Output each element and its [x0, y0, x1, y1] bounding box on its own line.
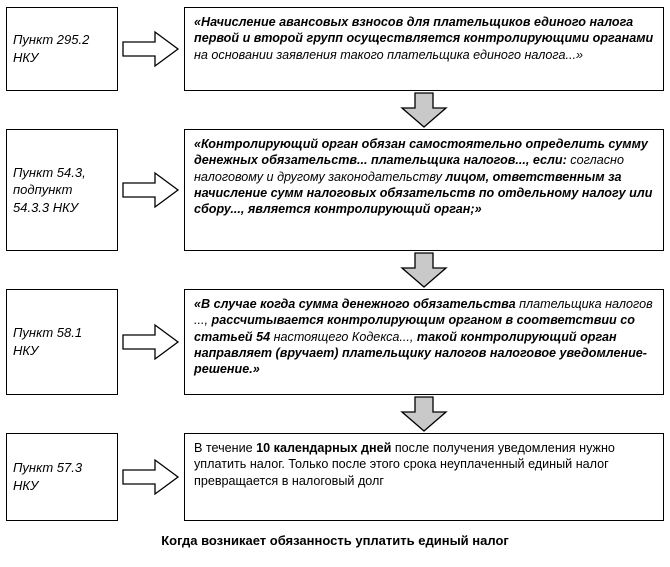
ref-label-box — [6, 433, 118, 521]
right-arrow-icon — [118, 7, 184, 91]
down-arrow-icon — [184, 91, 664, 129]
quote-box: «Контролирующий орган обязан самостоятельно определить сумму денежных обязательств... плательщика налогов..., если: согласно налоговому и другому законодательству лицом, ответственным за начисление сумм налоговых обязательств по отдельному налогу или сбору..., является контролирующий орган;» — [184, 129, 664, 251]
flow-connector — [6, 395, 664, 433]
ref-label: Пункт 295.2 НКУ — [13, 32, 90, 65]
down-arrow-icon — [184, 395, 664, 433]
ref-label-box — [6, 129, 118, 251]
right-arrow-icon — [118, 129, 184, 251]
ref-label: Пункт 57.3 НКУ — [13, 460, 83, 493]
quote-box: В течение 10 календарных дней после получения уведомления нужно уплатить налог. Только после этого срока неуплаченный единый налог превращается в налоговый долг — [184, 433, 664, 521]
flow-connector — [6, 91, 664, 129]
ref-label-box — [6, 289, 118, 395]
flow-connector — [6, 251, 664, 289]
flow-row — [6, 433, 664, 521]
flow-row — [6, 7, 664, 91]
ref-label: Пункт 54.3, подпункт 54.3.3 НКУ — [13, 164, 86, 215]
right-arrow-icon — [118, 289, 184, 395]
quote-box: «Начисление авансовых взносов для плательщиков единого налога первой и второй групп осуществляется контролирующими органами на основании заявления такого плательщика единого налога...» — [184, 7, 664, 91]
right-arrow-icon — [118, 433, 184, 521]
diagram-caption: Когда возникает обязанность уплатить единый налог — [161, 533, 509, 548]
quote-box: «В случае когда сумма денежного обязательства плательщика налогов ..., рассчитывается контролирующим органом в соответствии со статьей 54 настоящего Кодекса..., такой контролирующий орган направляет (вручает) плательщику налогов налоговое уведомление-решение.» — [184, 289, 664, 395]
flow-row — [6, 129, 664, 251]
flow-row — [6, 289, 664, 395]
down-arrow-icon — [184, 251, 664, 289]
ref-label: Пункт 58.1 НКУ — [13, 325, 83, 358]
ref-label-box — [6, 7, 118, 91]
